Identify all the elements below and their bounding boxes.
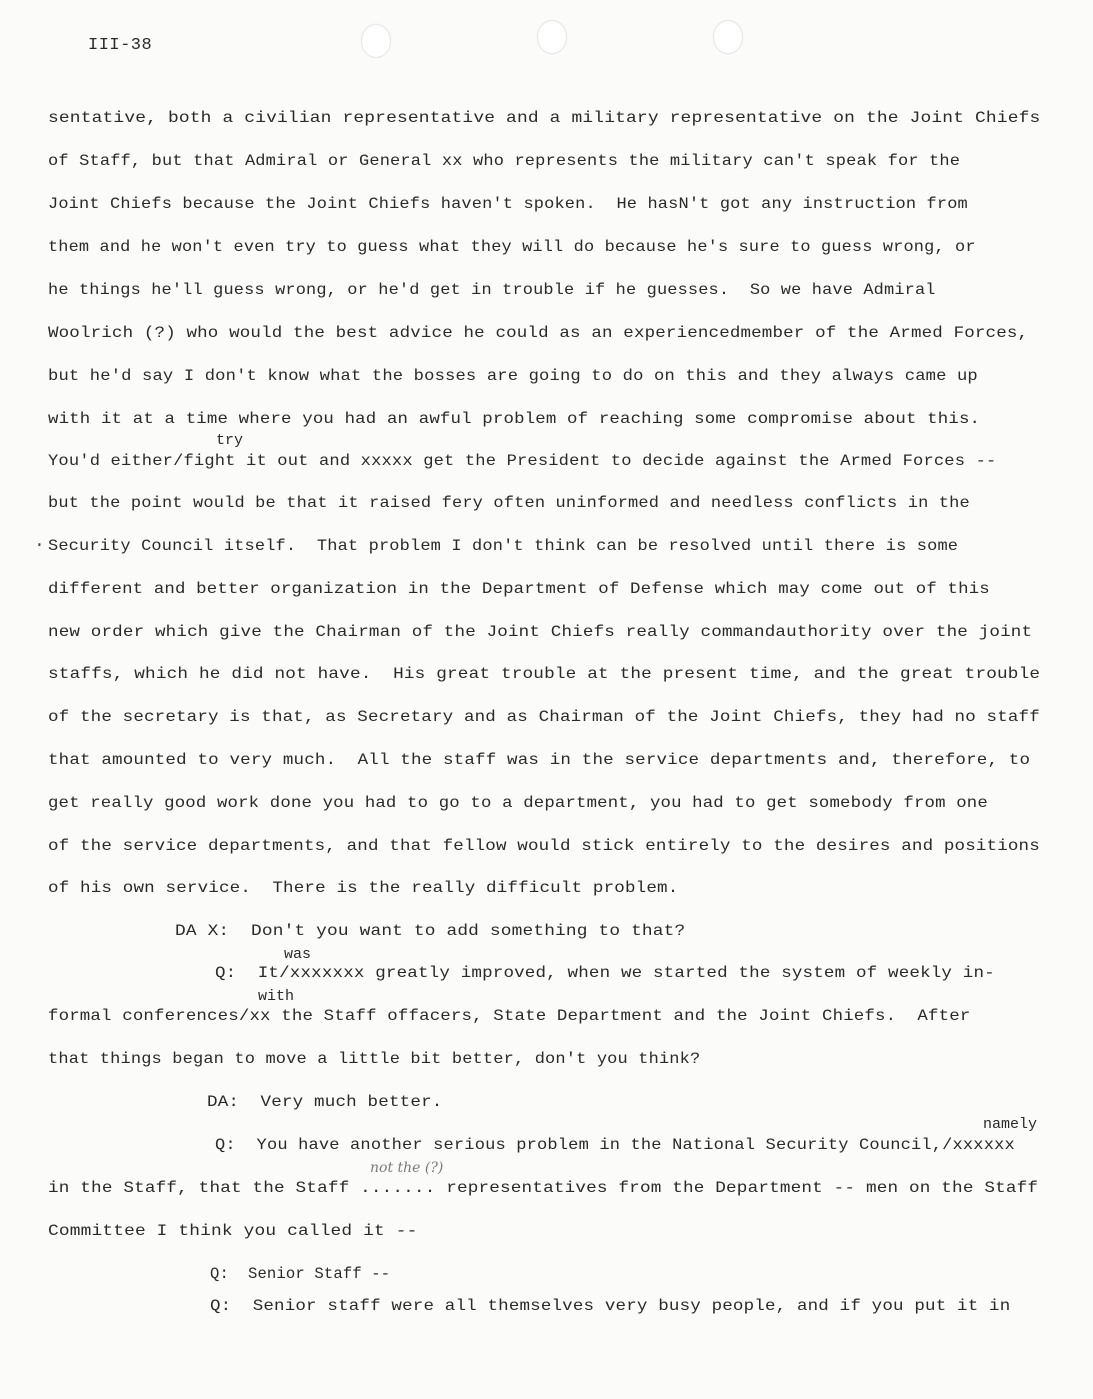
- typed-line: of the service departments, and that fellow would stick entirely to the desires and positions: [48, 837, 1040, 855]
- typed-line: Committee I think you called it --: [48, 1222, 418, 1240]
- typed-line: Woolrich (?) who would the best advice he could as an experiencedmember of the Armed Forces,: [48, 324, 1029, 342]
- interlinear-insertion: namely: [983, 1116, 1038, 1133]
- typed-line: DA: Very much better.: [207, 1093, 443, 1111]
- typed-line: of Staff, but that Admiral or General xx who represents the military can't speak for the: [48, 152, 961, 170]
- typed-line: of his own service. There is the really difficult problem.: [48, 879, 679, 897]
- typed-line: but he'd say I don't know what the bosses are going to do on this and they always came up: [48, 367, 978, 385]
- interlinear-insertion: was: [284, 946, 312, 963]
- typed-line: but the point would be that it raised fery often uninformed and needless conflicts in the: [48, 494, 970, 512]
- typed-line: in the Staff, that the Staff ....... representatives from the Department -- men on the Staff: [48, 1179, 1039, 1197]
- interlinear-insertion: try: [216, 432, 244, 449]
- typed-line: sentative, both a civilian representative and a military representative on the Joint Chiefs: [48, 109, 1041, 127]
- interlinear-insertion: with: [258, 988, 295, 1005]
- typed-line: new order which give the Chairman of the Joint Chiefs really commandauthority over the joint: [48, 623, 1033, 641]
- punch-hole: [713, 20, 743, 54]
- typed-line: You'd either/fight it out and xxxxx get the President to decide against the Armed Forces --: [48, 452, 997, 470]
- typed-line: formal conferences/xx the Staff offacers, State Department and the Joint Chiefs. After: [48, 1007, 971, 1025]
- typed-line: Q: Senior staff were all themselves very busy people, and if you put it in: [210, 1297, 1011, 1315]
- margin-mark: ·: [34, 536, 45, 556]
- typed-line: he things he'll guess wrong, or he'd get in trouble if he guesses. So we have Admiral: [48, 281, 936, 299]
- typed-line: that amounted to very much. All the staff was in the service departments and, therefore, to: [48, 751, 1031, 769]
- page-number: III-38: [88, 36, 153, 55]
- typed-line: get really good work done you had to go to a department, you had to get somebody from one: [48, 794, 988, 812]
- typed-line: Q: You have another serious problem in the National Security Council,/xxxxxx: [215, 1136, 1015, 1154]
- typed-line: of the secretary is that, as Secretary and as Chairman of the Joint Chiefs, they had no staff: [48, 708, 1040, 726]
- punch-hole: [361, 24, 391, 58]
- typed-line: different and better organization in the Department of Defense which may come out of this: [48, 580, 990, 598]
- punch-hole: [537, 20, 567, 54]
- typed-line: Q: Senior Staff --: [210, 1265, 391, 1283]
- typed-line: Joint Chiefs because the Joint Chiefs haven't spoken. He hasN't got any instruction from: [48, 195, 968, 213]
- typed-line: with it at a time where you had an awful problem of reaching some compromise about this.: [48, 410, 981, 428]
- typed-line: Security Council itself. That problem I don't think can be resolved until there is some: [48, 537, 959, 555]
- typed-line: them and he won't even try to guess what they will do because he's sure to guess wrong, or: [48, 238, 976, 256]
- typed-line: Q: It/xxxxxxx greatly improved, when we started the system of weekly in-: [215, 964, 995, 982]
- typed-line: staffs, which he did not have. His great trouble at the present time, and the great trouble: [48, 665, 1041, 683]
- typed-line: that things began to move a little bit better, don't you think?: [48, 1050, 701, 1068]
- typed-line: DA X: Don't you want to add something to that?: [175, 922, 686, 940]
- handwritten-note: not the (?): [370, 1160, 444, 1176]
